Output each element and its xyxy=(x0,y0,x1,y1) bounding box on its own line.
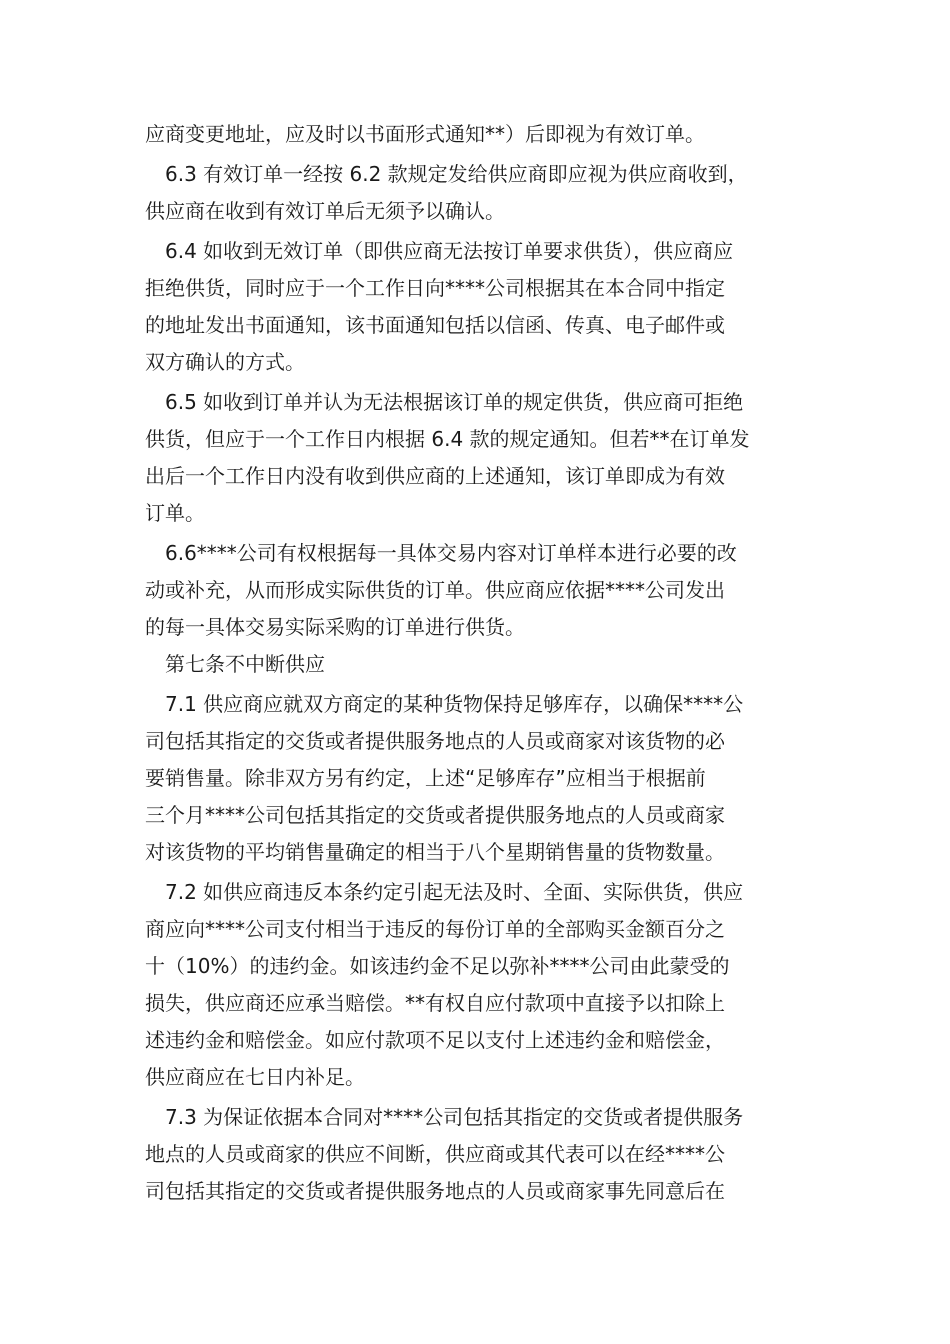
text-line: 出后一个工作日内没有收到供应商的上述通知，该订单即成为有效 xyxy=(145,464,725,488)
text-line: 十（10%）的违约金。如该违约金不足以弥补****公司由此蒙受的 xyxy=(145,954,730,978)
text-line: 6.4 如收到无效订单（即供应商无法按订单要求供货），供应商应 xyxy=(165,239,734,263)
text-line: 7.1 供应商应就双方商定的某种货物保持足够库存，以确保****公 xyxy=(165,692,744,716)
text-line: 双方确认的方式。 xyxy=(145,350,305,374)
text-line: 司包括其指定的交货或者提供服务地点的人员或商家事先同意后在 xyxy=(145,1179,725,1203)
text-line: 对该货物的平均销售量确定的相当于八个星期销售量的货物数量。 xyxy=(145,840,725,864)
text-line: 6.5 如收到订单并认为无法根据该订单的规定供货，供应商可拒绝 xyxy=(165,390,744,414)
text-line: 三个月****公司包括其指定的交货或者提供服务地点的人员或商家 xyxy=(145,803,725,827)
text-line: 地点的人员或商家的供应不间断，供应商或其代表可以在经****公 xyxy=(145,1142,725,1166)
document-body xyxy=(145,116,809,1210)
section-heading: 第七条不中断供应 xyxy=(165,652,325,676)
text-line: 要销售量。除非双方另有约定，上述“足够库存”应相当于根据前 xyxy=(145,766,706,790)
text-line: 损失，供应商还应承当赔偿。**有权自应付款项中直接予以扣除上 xyxy=(145,991,725,1015)
text-line: 7.3 为保证依据本合同对****公司包括其指定的交货或者提供服务 xyxy=(165,1105,744,1129)
text-line: 6.3 有效订单一经按 6.2 款规定发给供应商即应视为供应商收到， xyxy=(165,162,748,186)
text-line: 应商变更地址，应及时以书面形式通知**）后即视为有效订单。 xyxy=(145,122,705,146)
text-line: 供应商在收到有效订单后无须予以确认。 xyxy=(145,199,505,223)
text-line: 7.2 如供应商违反本条约定引起无法及时、全面、实际供货，供应 xyxy=(165,880,744,904)
text-line: 拒绝供货，同时应于一个工作日向****公司根据其在本合同中指定 xyxy=(145,276,725,300)
text-line: 订单。 xyxy=(145,501,205,525)
text-line: 司包括其指定的交货或者提供服务地点的人员或商家对该货物的必 xyxy=(145,729,725,753)
text-line: 6.6****公司有权根据每一具体交易内容对订单样本进行必要的改 xyxy=(165,541,737,565)
text-line: 供应商应在七日内补足。 xyxy=(145,1065,365,1089)
text-line: 商应向****公司支付相当于违反的每份订单的全部购买金额百分之 xyxy=(145,917,725,941)
text-line: 供货，但应于一个工作日内根据 6.4 款的规定通知。但若**在订单发 xyxy=(145,427,750,451)
text-line: 述违约金和赔偿金。如应付款项不足以支付上述违约金和赔偿金， xyxy=(145,1028,725,1052)
text-line: 的每一具体交易实际采购的订单进行供货。 xyxy=(145,615,525,639)
text-line: 动或补充，从而形成实际供货的订单。供应商应依据****公司发出 xyxy=(145,578,725,602)
text-line: 的地址发出书面通知，该书面通知包括以信函、传真、电子邮件或 xyxy=(145,313,725,337)
